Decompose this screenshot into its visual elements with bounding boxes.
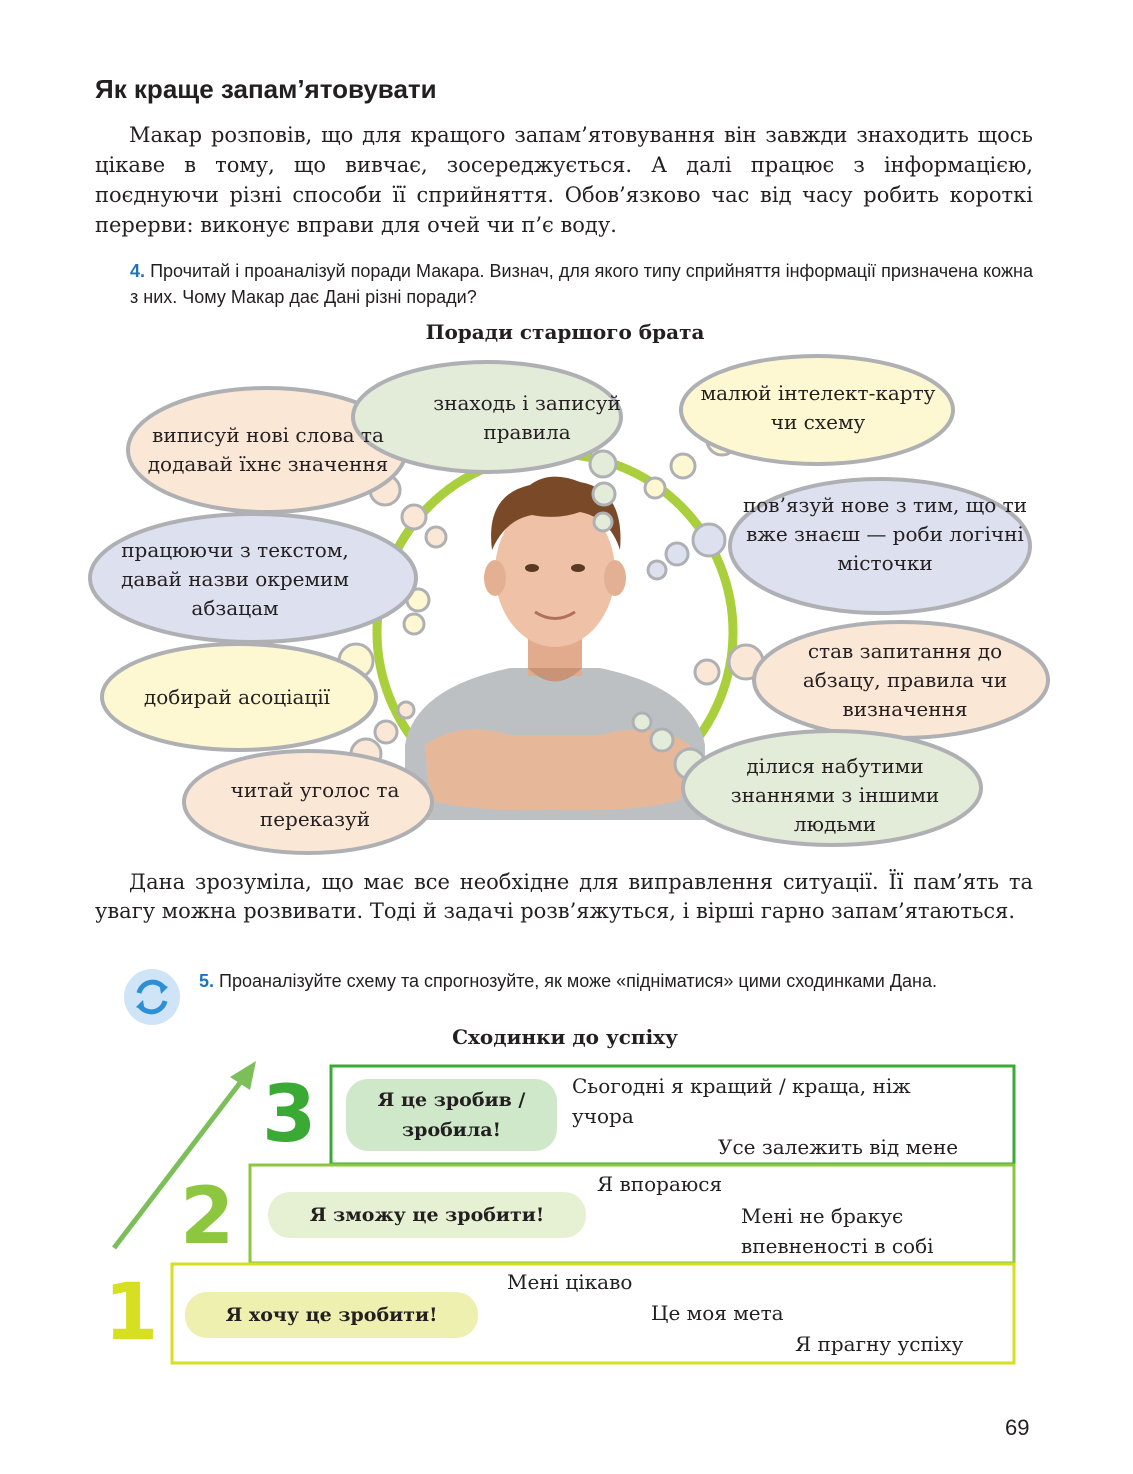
task-number: 5. <box>199 971 215 991</box>
step-3-label: Я це зробив / зробила! <box>346 1079 557 1151</box>
boy-portrait <box>405 477 705 820</box>
step-1-phrase-2: Це моя мета <box>651 1301 784 1325</box>
bubble-text-8: читай уголос та переказуй <box>230 778 400 831</box>
section-title: Як краще запам’ятовувати <box>95 74 437 104</box>
bubble-text-6: став запитання до абзацу, правила чи визначення <box>802 638 1008 721</box>
step-3-phrase-2: Усе залежить від мене <box>718 1135 959 1159</box>
step-2-number: 2 <box>180 1172 235 1262</box>
conclusion-paragraph: Дана зрозуміла, що має все необхідне для виправлення ситуації. Її пам’ять та увагу можна розвивати. Тоді й задачі розв’яжуться, і вірші гарно запам’ятаються. <box>95 870 1033 923</box>
step-1-phrase-3: Я прагну успіху <box>795 1332 964 1356</box>
bubble-text-7: добирай асоціації <box>143 684 331 709</box>
bubble-text-3: малюй інтелект-карту чи схему <box>700 381 936 434</box>
step-3-number: 3 <box>262 1070 317 1160</box>
task-5 <box>199 968 1033 994</box>
bubble-text-2: знаходь і записуй правила <box>433 391 621 444</box>
bubble-text-4: пов’язуй нове з тим, що ти вже знаєш — роби логічні місточки <box>742 492 1028 575</box>
bubble-text-5: працюючи з текстом, давай назви окремим абзацам <box>121 537 349 620</box>
task-4 <box>130 258 1033 310</box>
stairs-title: Сходинки до успіху <box>452 1025 678 1049</box>
step-1-number: 1 <box>104 1268 159 1358</box>
step-3-phrase-1: Сьогодні я кращий / краща, ніж учора <box>572 1074 911 1128</box>
page-number: 69 <box>1005 1415 1030 1440</box>
step-1-phrase-1: Мені цікаво <box>507 1270 633 1294</box>
advice-title: Поради старшого брата <box>425 320 705 344</box>
task-number: 4. <box>130 261 146 281</box>
step-2-label: Я зможу це зробити! <box>268 1192 586 1238</box>
intro-paragraph: Макар розповів, що для кращого запам’ятовування він завжди знаходить щось цікаве в тому, що вивчає, зосереджується. А далі працює з інформацією, поєднуючи різні способи її сприйняття. Обов’язково час від часу робить короткі перерви: виконує вправи для очей чи п’є воду. <box>95 123 1033 237</box>
step-2-phrase-2: Мені не бракує впевненості в собі <box>741 1204 934 1258</box>
bubble-text-1: виписуй нові слова та додавай їхнє значення <box>147 423 389 476</box>
group-work-icon <box>123 968 181 1030</box>
bubble-text-9: ділися набутими знаннями з іншими людьми <box>730 753 940 836</box>
task-text: Прочитай і проаналізуй поради Макара. Визнач, для якого типу сприйняття інформації призначена кожна з них. Чому Макар дає Дані різні поради? <box>130 261 1033 307</box>
arrow-head-icon <box>230 1061 256 1090</box>
step-1-label: Я хочу це зробити! <box>185 1292 478 1338</box>
step-2-phrase-1: Я впораюся <box>597 1172 723 1196</box>
task-text: Проаналізуйте схему та спрогнозуйте, як може «підніматися» цими сходинками Дана. <box>219 971 937 991</box>
